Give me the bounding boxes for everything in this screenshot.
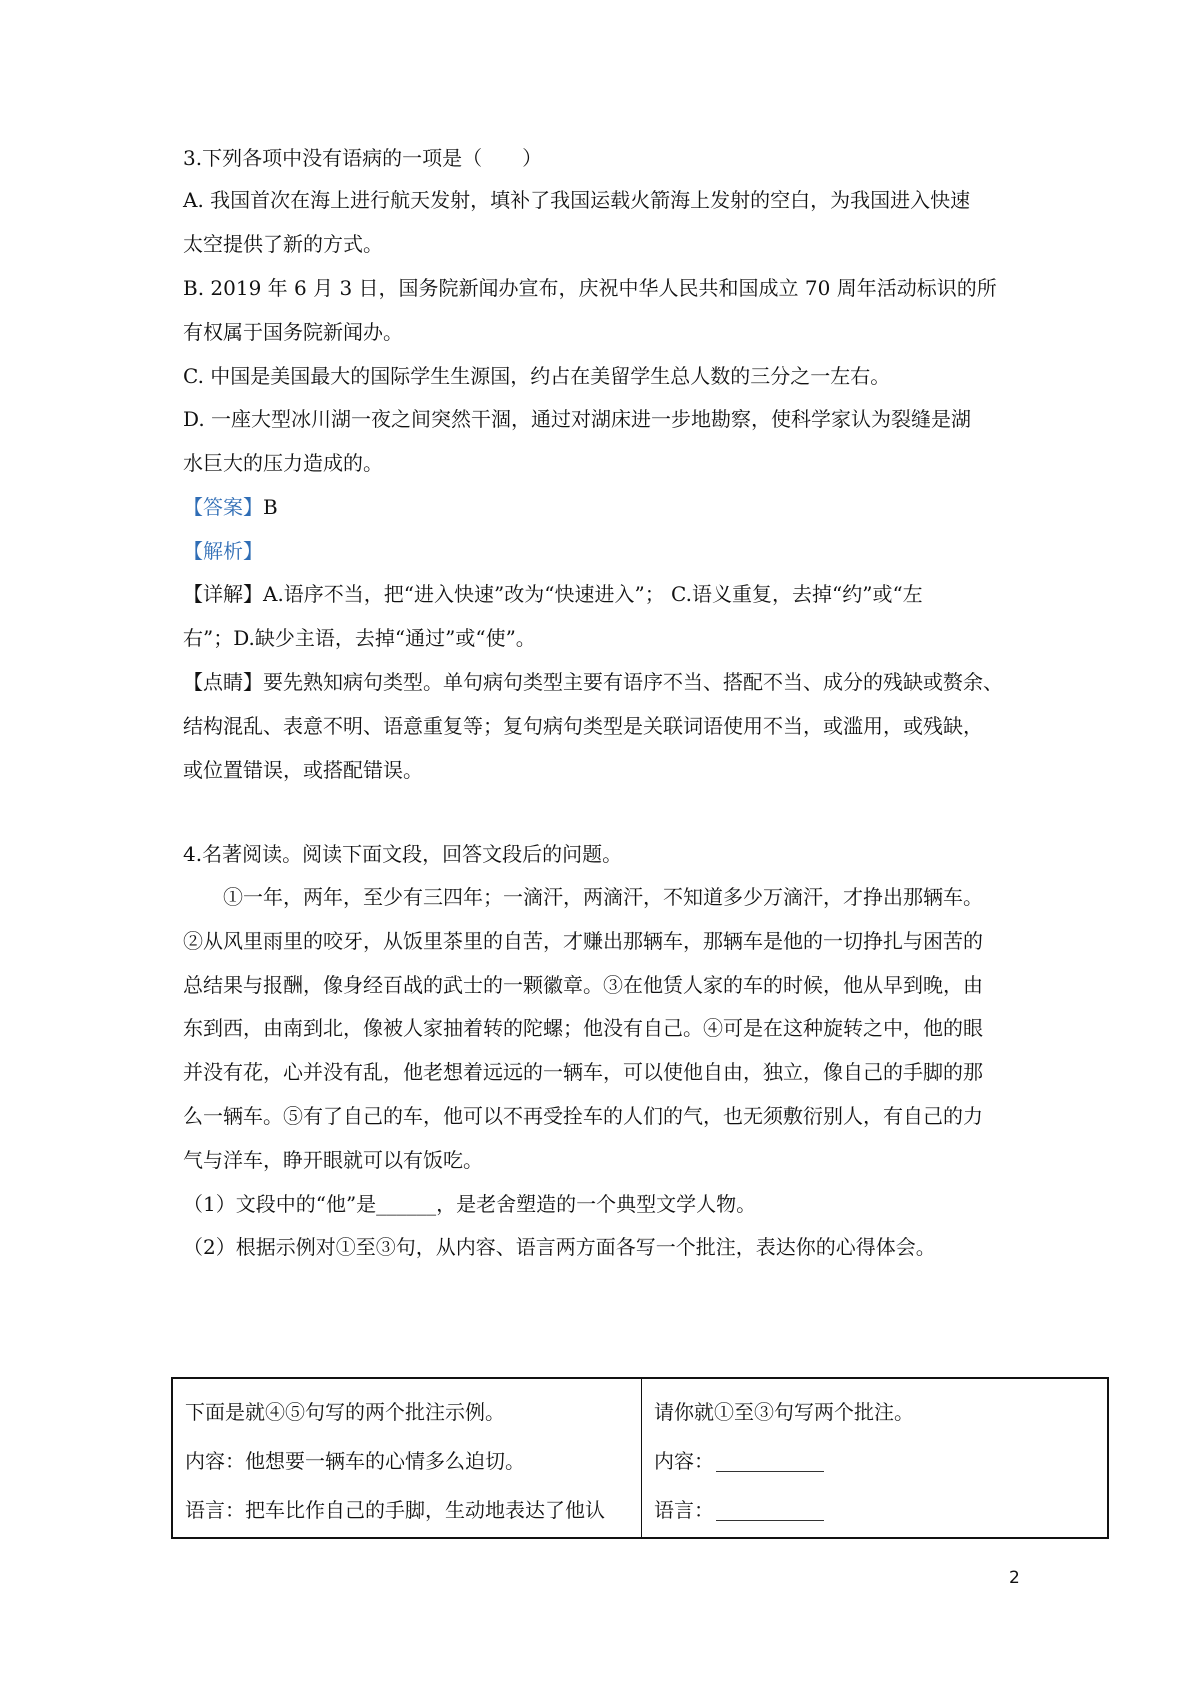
q4-stem: 4.名著阅读。阅读下面文段，回答文段后的问题。 <box>183 842 623 866</box>
q3-detail-line2: 右”；D.缺少主语，去掉“通过”或“使”。 <box>183 626 536 650</box>
q4-subquestion-2: （2）根据示例对①至③句，从内容、语言两方面各写一个批注，表达你的心得体会。 <box>183 1235 936 1259</box>
content-answer-blank[interactable] <box>716 1453 824 1472</box>
table-right-line3 <box>654 1496 824 1524</box>
q4-passage-line2: ②从风里雨里的咬牙，从饭里茶里的自苦，才赚出那辆车，那辆车是他的一切挣扎与困苦的 <box>183 929 983 953</box>
q3-point-line2: 结构混乱、表意不明、语意重复等；复句病句类型是关联词语使用不当，或滥用，或残缺， <box>183 714 983 738</box>
annotation-table <box>171 1377 1109 1539</box>
q3-point-line1: 【点睛】要先熟知病句类型。单句病句类型主要有语序不当、搭配不当、成分的残缺或赘余、 <box>183 670 1003 694</box>
q4-passage-line6: 么一辆车。⑤有了自己的车，他可以不再受拴车的人们的气，也无须敷衍别人，有自己的力 <box>183 1104 983 1128</box>
analysis-tag: 【解析】 <box>183 539 263 563</box>
q3-option-a-line2: 太空提供了新的方式。 <box>183 232 383 256</box>
table-left-line3: 语言：把车比作自己的手脚，生动地表达了他认 <box>185 1498 605 1522</box>
table-left-line1: 下面是就④⑤句写的两个批注示例。 <box>185 1400 505 1424</box>
q3-option-d-line1: D. 一座大型冰川湖一夜之间突然干涸，通过对湖床进一步地勘察，使科学家认为裂缝是湖 <box>183 407 972 431</box>
table-right-line2 <box>654 1447 824 1475</box>
language-label: 语言： <box>654 1498 714 1522</box>
content-label: 内容： <box>654 1449 714 1473</box>
q3-option-a-line1: A. 我国首次在海上进行航天发射，填补了我国运载火箭海上发射的空白，为我国进入快速 <box>183 188 971 212</box>
q3-point-line3: 或位置错误，或搭配错误。 <box>183 758 423 782</box>
q4-passage-line5: 并没有花，心并没有乱，他老想着远远的一辆车，可以使他自由，独立，像自己的手脚的那 <box>183 1060 983 1084</box>
q4-passage-line1: ①一年，两年，至少有三四年；一滴汗，两滴汗，不知道多少万滴汗，才挣出那辆车。 <box>223 885 983 909</box>
q3-option-d-line2: 水巨大的压力造成的。 <box>183 451 383 475</box>
q4-passage-line3: 总结果与报酬，像身经百战的武士的一颗徽章。③在他赁人家的车的时候，他从早到晚，由 <box>183 973 983 997</box>
language-answer-blank[interactable] <box>716 1502 824 1521</box>
q4-subquestion-1: （1）文段中的“他”是______，是老舍塑造的一个典型文学人物。 <box>183 1192 757 1216</box>
q3-option-b-line1: B. 2019 年 6 月 3 日，国务院新闻办宣布，庆祝中华人民共和国成立 70 周年活动标识的所 <box>183 276 997 300</box>
table-left-line2: 内容：他想要一辆车的心情多么迫切。 <box>185 1449 525 1473</box>
page-number: 2 <box>1009 1568 1020 1588</box>
q3-option-b-line2: 有权属于国务院新闻办。 <box>183 320 403 344</box>
table-right-line1: 请你就①至③句写两个批注。 <box>654 1400 914 1424</box>
q3-answer <box>183 493 278 521</box>
q3-stem: 3.下列各项中没有语病的一项是（ ） <box>183 146 543 170</box>
q4-passage-line7: 气与洋车，睁开眼就可以有饭吃。 <box>183 1148 483 1172</box>
q3-detail-line1: 【详解】A.语序不当，把“进入快速”改为“快速进入”； C.语义重复，去掉“约”或“左 <box>183 582 923 606</box>
q3-option-c: C. 中国是美国最大的国际学生生源国，约占在美留学生总人数的三分之一左右。 <box>183 364 891 388</box>
table-divider <box>641 1379 642 1537</box>
answer-value: B <box>263 495 278 519</box>
q4-passage-line4: 东到西，由南到北，像被人家抽着转的陀螺；他没有自己。④可是在这种旋转之中，他的眼 <box>183 1016 983 1040</box>
answer-tag: 【答案】 <box>183 495 263 519</box>
